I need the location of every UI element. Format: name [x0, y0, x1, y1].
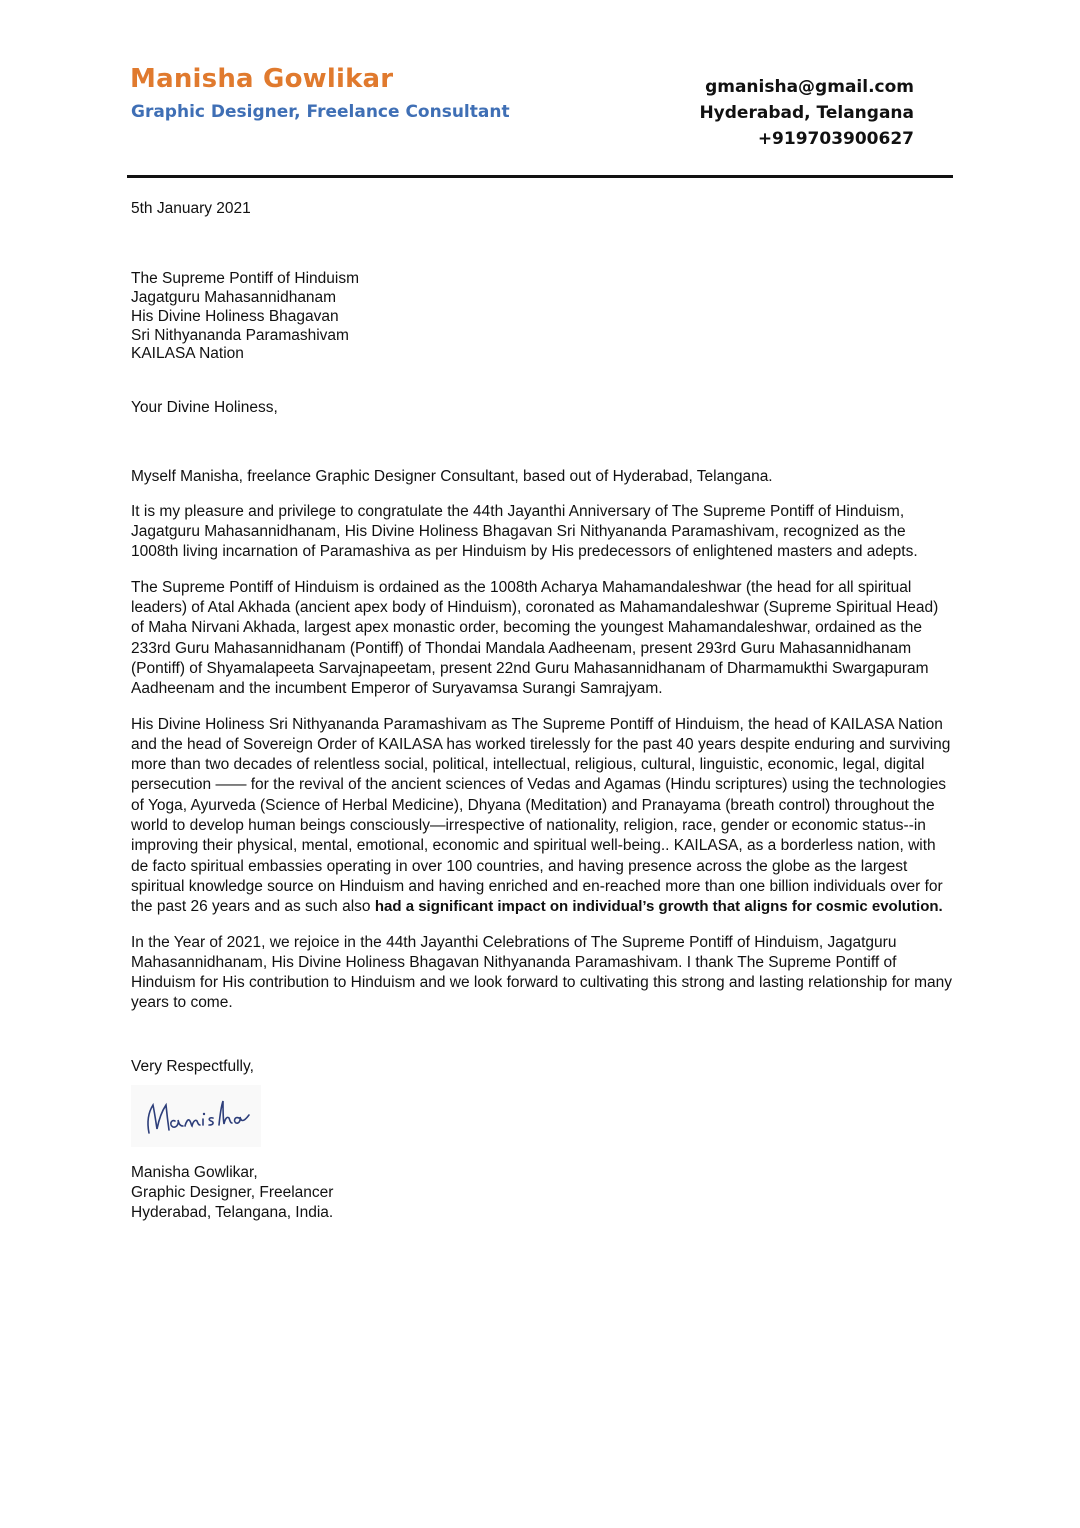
- signoff-line: Hyderabad, Telangana, India.: [131, 1204, 334, 1221]
- closing: Very Respectfully,: [131, 1057, 254, 1075]
- paragraph-text: The Supreme Pontiff of Hinduism is ordained as the 1008th Acharya Mahamandaleshwar (the head for all spiritual leaders) of Atal Akhada (ancient apex body of Hinduism), coronated as Mahamandaleshwar (Supreme Spiritual Head) of Maha Nirvani Akhada, largest apex monastic order, becoming the youngest Mahamandaleshwar, ordained as the 233rd Guru Mahasannidhanam (Pontiff) of Thondai Mandala Aadheenam, present 293rd Guru Mahasannidhanam (Pontiff) of Shyamalapeeta Sarvajnapeetam, present 22nd Guru Mahasannidhanam of Dharmamukthi Swargapuram Aadheenam and the incumbent Emperor of Suryavamsa Surangi Samrajyam.: [131, 578, 939, 698]
- recipient-line: Jagatguru Mahasannidhanam: [131, 289, 337, 307]
- signoff-line: Graphic Designer, Freelancer: [131, 1184, 334, 1201]
- sender-role: Graphic Designer, Freelance Consultant: [131, 102, 510, 122]
- signoff-block: [131, 1163, 953, 1223]
- paragraph-text: [131, 715, 953, 918]
- recipient-line: Sri Nithyananda Paramashivam: [131, 326, 349, 344]
- sender-location: Hyderabad, Telangana: [699, 103, 914, 123]
- sender-email: gmanisha@gmail.com: [705, 77, 914, 97]
- paragraph-congratulation: [131, 502, 953, 563]
- handwritten-signature: [131, 1085, 261, 1147]
- letter-date: 5th January 2021: [131, 200, 251, 217]
- contact-block: [614, 74, 914, 152]
- recipient-line: The Supreme Pontiff of Hinduism: [131, 270, 360, 288]
- signoff-line: Manisha Gowlikar,: [131, 1164, 258, 1181]
- salutation: Your Divine Holiness,: [131, 399, 278, 417]
- sender-name: Manisha Gowlikar: [130, 64, 394, 94]
- intro-paragraph: Myself Manisha, freelance Graphic Designer Consultant, based out of Hyderabad, Telangana.: [131, 467, 773, 485]
- letter-body: [131, 199, 953, 1223]
- paragraph-titles: [131, 578, 953, 700]
- paragraph-work: [131, 715, 953, 918]
- recipient-address: [131, 270, 953, 364]
- recipient-line: His Divine Holiness Bhagavan: [131, 307, 339, 325]
- paragraph-main: His Divine Holiness Sri Nithyananda Paramashivam as The Supreme Pontiff of Hinduism, the head of KAILASA Nation and the head of Sovereign Order of KAILASA has worked tirelessly for the past 40 years despite enduring and surviving more than two decades of relentless social, political, intellectual, religious, cultural, linguistic, economic, legal, digital persecution —— for the revival of the ancient sciences of Vedas and Agamas (Hindu scriptures) using the technologies of Yoga, Ayurveda (Science of Herbal Medicine), Dhyana (Meditation) and Pranayama (breath control) throughout the world to develop human beings consciously—irrespective of nationality, religion, race, gender or economic status--in improving their physical, mental, emotional, economic and spiritual well-being.. KAILASA, as a borderless nation, with de facto spiritual embassies operating in over 100 countries, and having presence across the globe as the largest spiritual knowledge source on Hinduism and having enriched and en-reached more than one billion individuals over for the past 26 years and as such also: [131, 715, 951, 916]
- paragraph-text: It is my pleasure and privilege to congratulate the 44th Jayanthi Anniversary of The Supreme Pontiff of Hinduism, Jagatguru Mahasannidhanam, His Divine Holiness Bhagavan Sri Nithyananda Paramashivam, recognized as the 1008th living incarnation of Paramashiva as per Hinduism by His predecessors of enlightened masters and adepts.: [131, 502, 918, 561]
- recipient-line: KAILASA Nation: [131, 345, 244, 363]
- paragraph-text: In the Year of 2021, we rejoice in the 44th Jayanthi Celebrations of The Supreme Pontiff of Hinduism, Jagatguru Mahasannidhanam, His Divine Holiness Bhagavan Nithyananda Paramashivam. I thank The Supreme Pontiff of Hinduism for His contribution to Hinduism and we look forward to cultivating this strong and lasting relationship for many years to come.: [131, 933, 953, 1012]
- header-divider: [127, 175, 953, 178]
- signature-graphic: [131, 1085, 261, 1147]
- sender-phone: +919703900627: [757, 129, 914, 149]
- paragraph-tail: had a significant impact on individual’s growth that aligns for cosmic evolution.: [374, 898, 943, 916]
- paragraph-celebration: [131, 933, 953, 1014]
